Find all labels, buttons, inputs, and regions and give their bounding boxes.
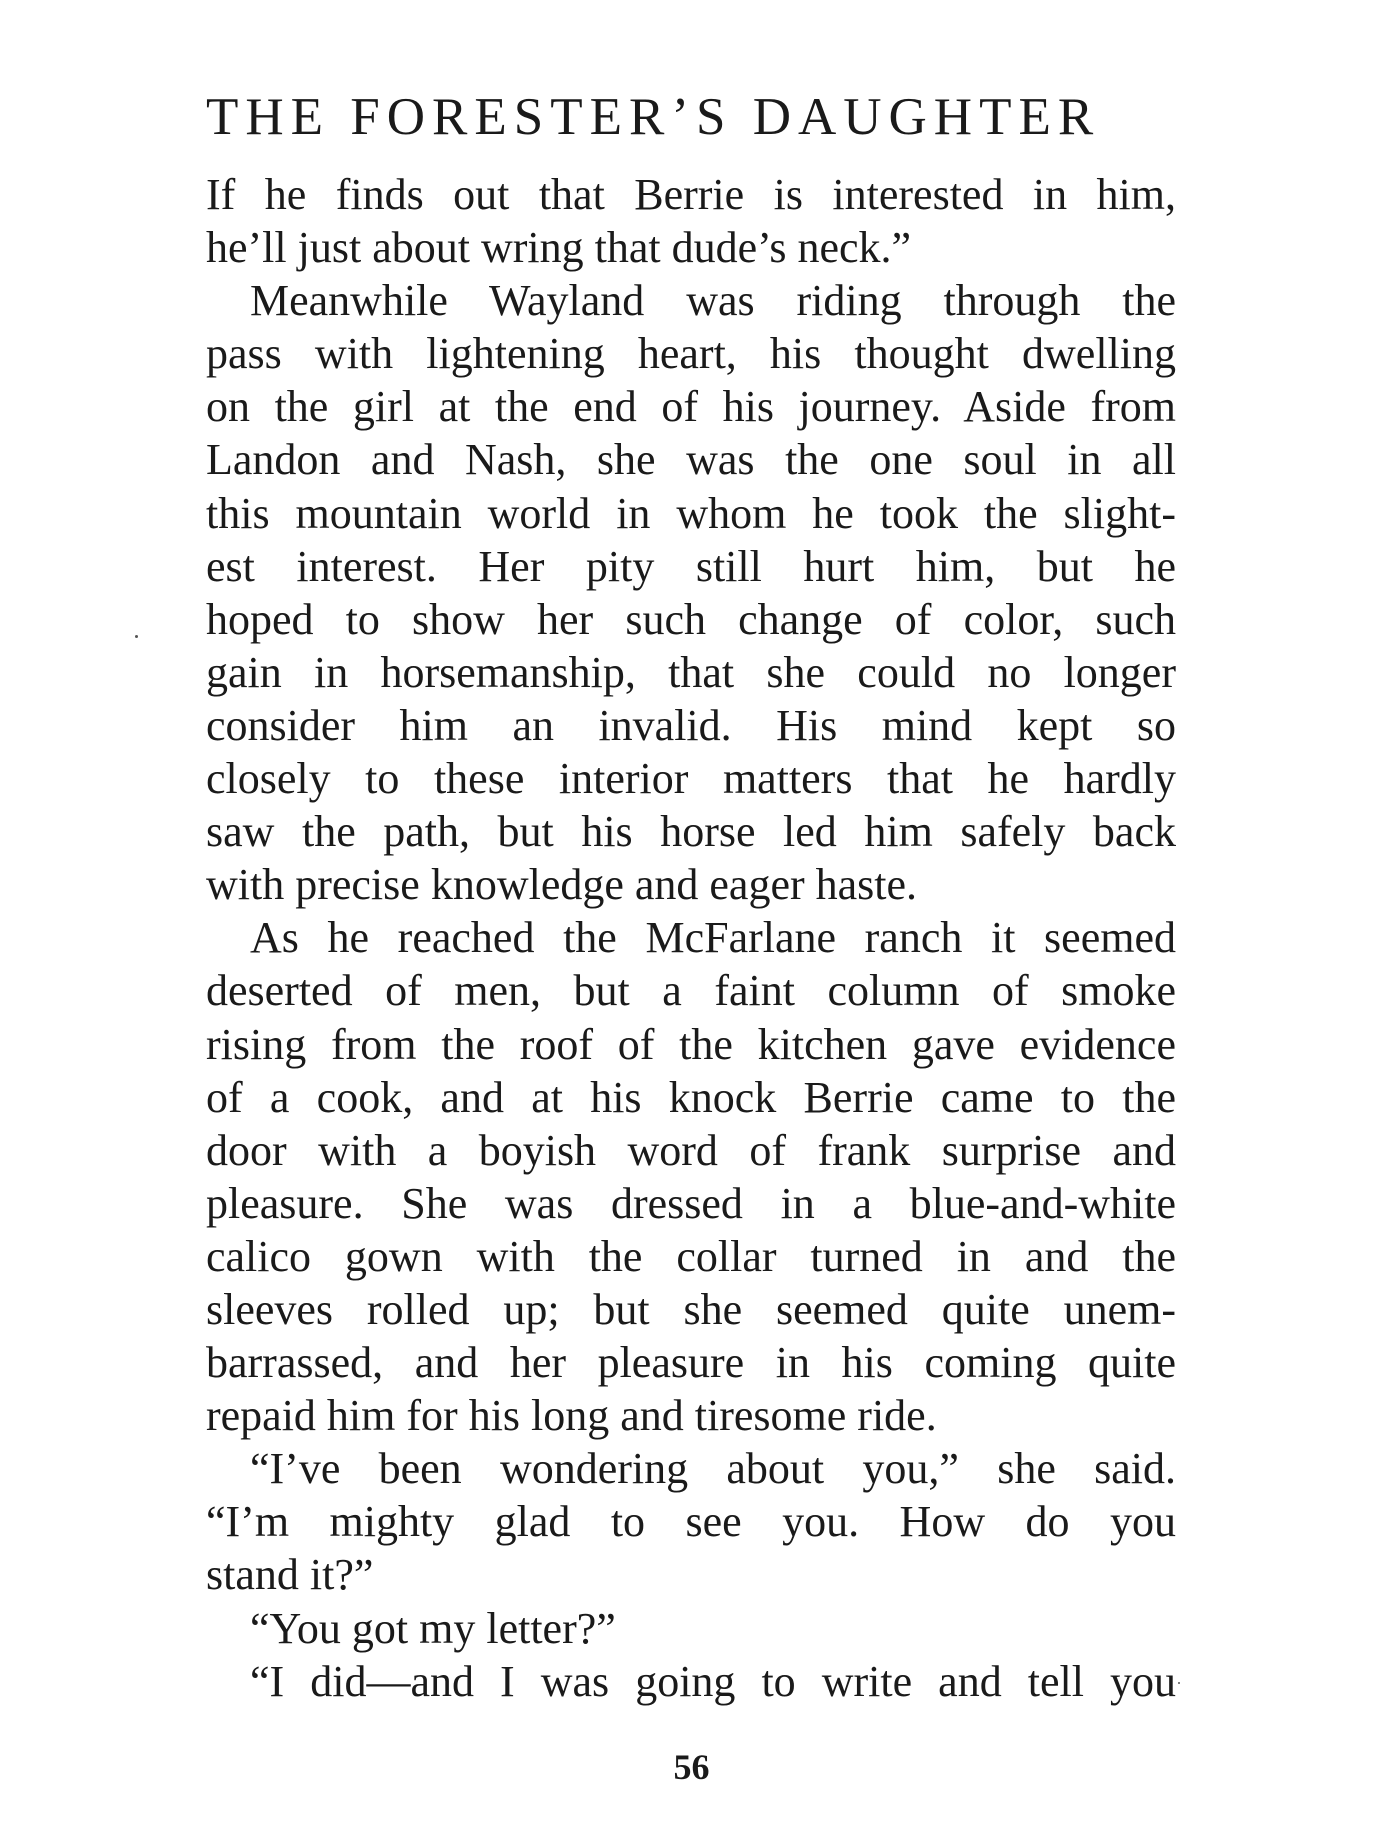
text-line: stand it?” — [206, 1550, 374, 1600]
text-line: barrassed, and her pleasure in his coming quite — [206, 1338, 1176, 1388]
text-line: “I’ve been wondering about you,” she said. — [250, 1444, 1176, 1494]
text-line: sleeves rolled up; but she seemed quite unem- — [206, 1284, 1176, 1334]
text-line: gain in horsemanship, that she could no longer — [206, 647, 1176, 697]
text-line: Landon and Nash, she was the one soul in all — [206, 435, 1176, 485]
scan-speck — [1178, 1682, 1180, 1684]
paragraph — [206, 1602, 1176, 1655]
text-line: calico gown with the collar turned in and the — [206, 1231, 1176, 1281]
text-line: with precise knowledge and eager haste. — [206, 860, 918, 910]
text-line: As he reached the McFarlane ranch it seemed — [250, 913, 1176, 963]
scan-speck — [135, 635, 138, 638]
paragraph — [206, 1655, 1176, 1708]
text-line: of a cook, and at his knock Berrie came to the — [206, 1072, 1176, 1122]
text-line: “I did—and I was going to write and tell you — [250, 1656, 1176, 1706]
text-line: closely to these interior matters that he hardly — [206, 754, 1176, 804]
text-line: If he finds out that Berrie is interested in him, — [206, 170, 1176, 219]
text-line: repaid him for his long and tiresome ride. — [206, 1391, 937, 1441]
text-line: this mountain world in whom he took the slight- — [206, 488, 1176, 538]
paragraph — [206, 168, 1176, 274]
text-line: door with a boyish word of frank surprise and — [206, 1125, 1176, 1175]
text-line: saw the path, but his horse led him safely back — [206, 807, 1176, 857]
text-line: “I’m mighty glad to see you. How do you — [206, 1497, 1176, 1547]
body-text — [206, 168, 1176, 1708]
text-line: rising from the roof of the kitchen gave evidence — [206, 1019, 1176, 1069]
text-line: consider him an invalid. His mind kept so — [206, 700, 1176, 750]
paragraph — [206, 274, 1176, 911]
running-head: THE FORESTER’S DAUGHTER — [206, 88, 1101, 146]
text-line: Meanwhile Wayland was riding through the — [250, 276, 1176, 326]
text-line: est interest. Her pity still hurt him, but he — [206, 541, 1176, 591]
text-line: “You got my letter?” — [250, 1603, 616, 1653]
page-number: 56 — [673, 1747, 710, 1787]
text-line: pleasure. She was dressed in a blue-and-white — [206, 1178, 1176, 1228]
text-line: pass with lightening heart, his thought dwelling — [206, 329, 1176, 379]
paragraph — [206, 1442, 1176, 1601]
text-line: he’ll just about wring that dude’s neck.” — [206, 223, 912, 273]
text-line: deserted of men, but a faint column of smoke — [206, 966, 1176, 1016]
text-line: hoped to show her such change of color, such — [206, 594, 1176, 644]
text-line: on the girl at the end of his journey. Aside from — [206, 382, 1176, 432]
paragraph — [206, 911, 1176, 1442]
